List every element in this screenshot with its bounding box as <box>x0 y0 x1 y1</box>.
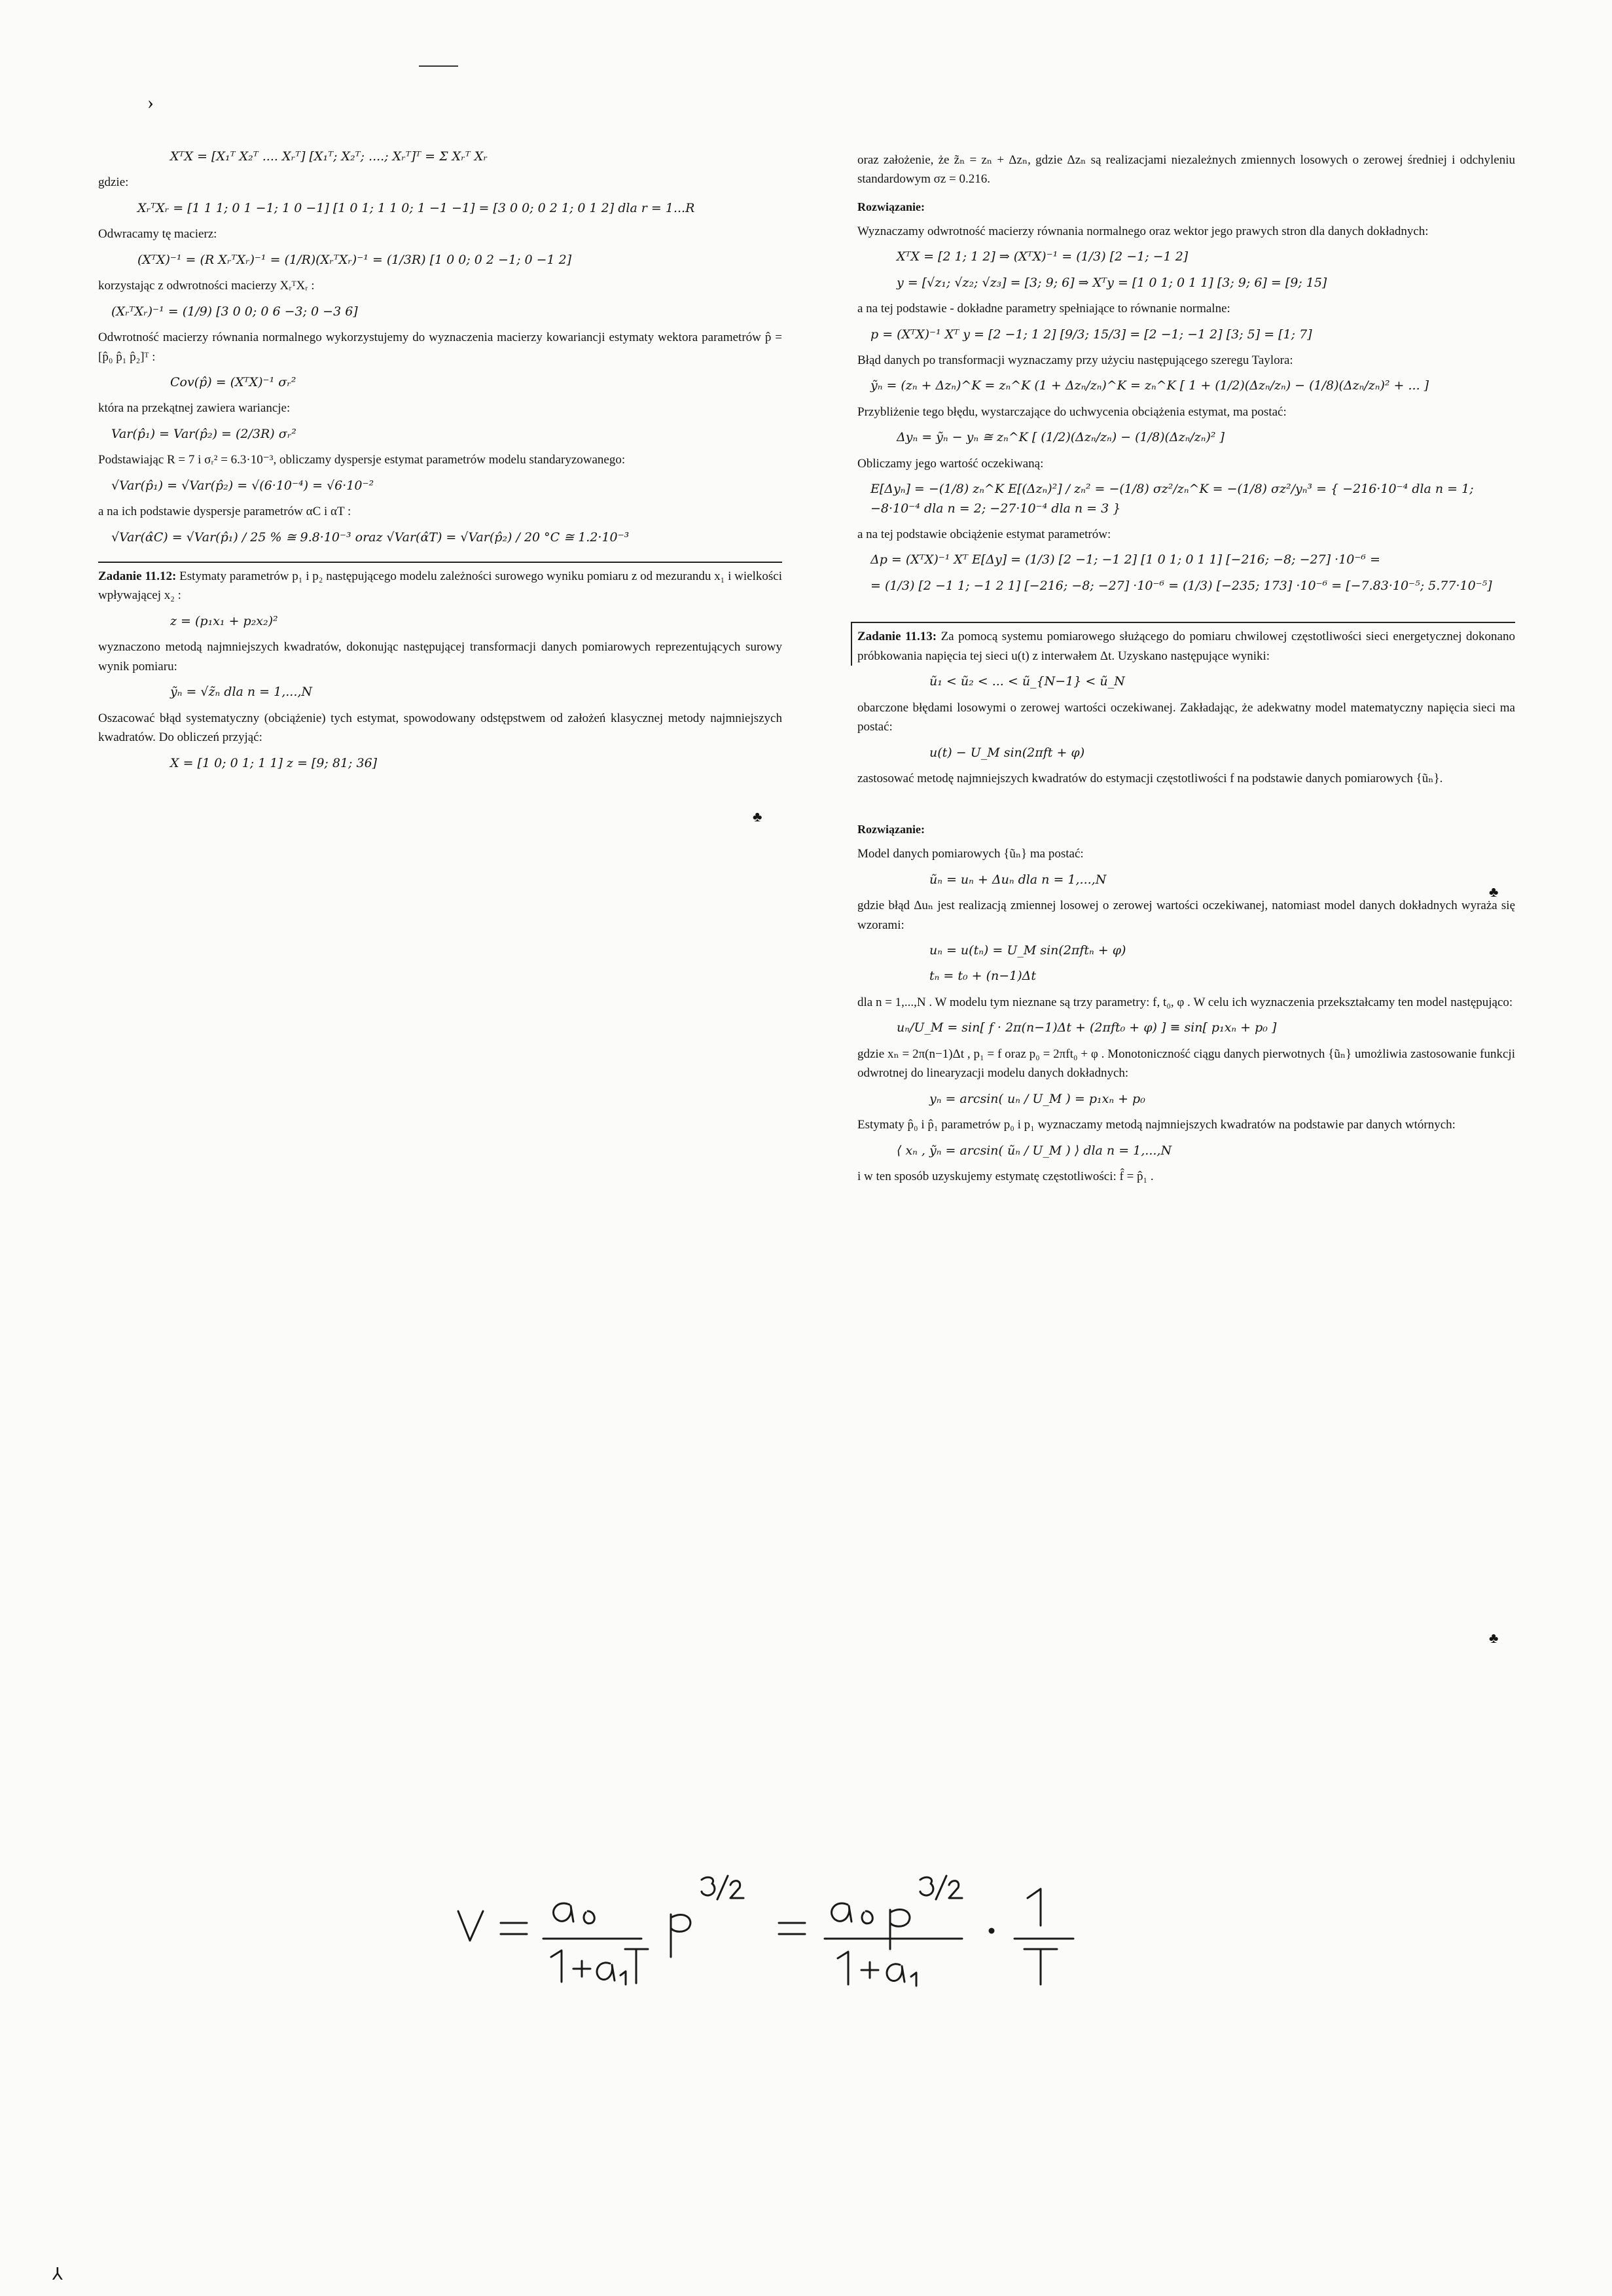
corner-mark: › <box>147 92 154 113</box>
text-a-na-tej-1: a na tej podstawie - dokładne parametry spełniające to równanie normalne: <box>857 302 1230 316</box>
task-11-13-title: Zadanie 11.13: <box>857 630 937 644</box>
text-korzystajac: korzystając z odwrotności macierzy XᵣᵀXᵣ : <box>98 279 315 293</box>
text-obarczone: obarczone błędami losowymi o zerowej wartości oczekiwanej. Zakładając, że adekwatny model matematyczny napięcia sieci ma postać: <box>857 700 1515 734</box>
end-mark-left: ♣ <box>753 808 762 825</box>
text-odwracamy: Odwracamy tę macierz: <box>98 227 217 242</box>
text-wyznaczono: wyznaczono metodą najmniejszych kwadratów, dokonując następującej transformacji danych pomiarowych reprezentujących surowy wynik pomiaru: <box>98 640 782 673</box>
label-rozwiazanie-1: Rozwiązanie: <box>857 200 925 213</box>
left-column <box>98 141 782 780</box>
eq-t: tₙ = t₀ + (n−1)Δt <box>929 969 1037 984</box>
text-a-na-tej-2: a na tej podstawie obciążenie estymat parametrów: <box>857 528 1111 542</box>
eq-dispersion: √Var(p̂₁) = √Var(p̂₂) = √(6·10⁻⁴) = √6·10⁻² <box>111 478 374 493</box>
text-gdzie-blad: gdzie błąd Δuₙ jest realizacją zmiennej losowej o zerowej wartości oczekiwanej, natomiast model danych dokładnych wyraża się wzorami: <box>857 899 1515 932</box>
eq-inverse-2: (XᵣᵀXᵣ)⁻¹ = (1/9) [3 0 0; 0 6 −3; 0 −3 6] <box>111 304 358 319</box>
eq-inverse: (XᵀX)⁻¹ = (R XᵣᵀXᵣ)⁻¹ = (1/R)(XᵣᵀXᵣ)⁻¹ = (1/3R) [1 0 0; 0 2 −1; 0 −1 2] <box>137 252 572 267</box>
eq-transform: ỹₙ = √z̃ₙ dla n = 1,...,N <box>170 685 313 700</box>
task-11-12 <box>98 562 782 605</box>
end-mark-right-2: ♣ <box>1489 1630 1499 1646</box>
eq-xtx: XᵀX = [X₁ᵀ X₂ᵀ .... Xᵣᵀ] [X₁ᵀ; X₂ᵀ; ....; Xᵣᵀ]ᵀ = Σ Xᵣᵀ Xᵣ <box>170 149 488 164</box>
text-a-na-ich: a na ich podstawie dyspersje parametrów αC i αT : <box>98 505 351 519</box>
text-dla-n: dla n = 1,...,N . W modelu tym nieznane są trzy parametry: f, t₀, φ . W celu ich wyznaczenia przekształcamy ten model następująco: <box>857 995 1513 1009</box>
text-i-w-ten: i w ten sposób uzyskujemy estymatę częstotliwości: f̂ = p̂₁ . <box>857 1169 1154 1183</box>
eq-bias-2: = (1/3) [2 −1 1; −1 2 1] [−216; −8; −27] ·10⁻⁶ = (1/3) [−235; 173] ·10⁻⁶ = [−7.83·10⁻⁵; 5.77·10⁻⁵] <box>870 578 1492 593</box>
text-model: Model danych pomiarowych {ũₙ} ma postać: <box>857 847 1084 861</box>
task-11-12-text: Estymaty parametrów p₁ i p₂ następującego modelu zależności surowego wyniku pomiaru z od mezurandu x₁ i wielkości wpływającej x₂ : <box>98 569 782 603</box>
eq-xtx-inverse: XᵀX = [2 1; 1 2] ⇒ (XᵀX)⁻¹ = (1/3) [2 −1; −1 2] <box>897 249 1189 264</box>
eq-p-vector: p = (XᵀX)⁻¹ Xᵀ y = [2 −1; 1 2] [9/3; 15/3] = [2 −1; −1 2] [3; 5] = [1; 7] <box>870 327 1312 342</box>
handwritten-formula <box>445 1865 1178 1996</box>
eq-u-model: u(t) − U_M sin(2πft + φ) <box>929 745 1085 760</box>
text-ktora: która na przekątnej zawiera wariancje: <box>98 401 291 416</box>
text-gdzie: gdzie: <box>98 175 129 190</box>
eq-model: z = (p₁x₁ + p₂x₂)² <box>170 613 278 628</box>
eq-results: ũ₁ < ũ₂ < ... < ũ_{N−1} < ũ_N <box>929 674 1125 689</box>
label-rozwiazanie-2: Rozwiązanie: <box>857 823 925 836</box>
eq-data: X = [1 0; 0 1; 1 1] z = [9; 81; 36] <box>170 755 378 770</box>
text-przyblizenie: Przybliżenie tego błędu, wystarczające do uchwycenia obciążenia estymat, ma postać: <box>857 404 1287 419</box>
text-odwrotnosc: Odwrotność macierzy równania normalnego wykorzystujemy do wyznaczenia macierzy kowariancji estymaty wektora parametrów p̂ = [p̂₀ p̂₁ p̂₂]ᵀ : <box>98 331 782 364</box>
eq-variance: Var(p̂₁) = Var(p̂₂) = (2/3R) σᵣ² <box>111 426 296 441</box>
eq-y-vector: y = [√z₁; √z₂; √z₃] = [3; 9; 6] ⇒ Xᵀy = [1 0 1; 0 1 1] [3; 9; 6] = [9; 15] <box>897 275 1327 290</box>
text-blad: Błąd danych po transformacji wyznaczamy przy użyciu następującego szeregu Taylora: <box>857 353 1293 367</box>
eq-taylor: ỹₙ = (zₙ + Δzₙ)^K = zₙ^K (1 + Δzₙ/zₙ)^K = zₙ^K [ 1 + (1/2)(Δzₙ/zₙ) − (1/8)(Δzₙ/zₙ)² + ... ] <box>870 378 1429 393</box>
eq-covariance: Cov(p̂) = (XᵀX)⁻¹ σᵣ² <box>170 374 296 389</box>
text-zastosowac: zastosować metodę najmniejszych kwadratów do estymacji częstotliwości f na podstawie danych pomiarowych {ũₙ}. <box>857 771 1443 785</box>
eq-y2: yₙ = arcsin( uₙ / U_M ) = p₁xₙ + p₀ <box>929 1091 1145 1106</box>
handwritten-formula-drawing <box>445 1865 1178 1996</box>
text-gdzie-x: gdzie xₙ = 2π(n−1)Δt , p₁ = f oraz p₀ = 2πft₀ + φ . Monotoniczność ciągu danych pierwotnych {ũₙ} umożliwia zastosowanie funkcji odwrotnej do linearyzacji modelu danych dokładnych: <box>857 1047 1515 1081</box>
task-11-13 <box>851 622 1515 666</box>
task-11-13-text: Za pomocą systemu pomiarowego służącego do pomiaru chwilowej częstotliwości sieci energetycznej dokonano próbkowania napięcia tej sieci u(t) z interwałem Δt. Uzyskano następujące wyniki: <box>857 630 1515 663</box>
eq-expectation: E[Δyₙ] = −(1/8) zₙ^K E[(Δzₙ)²] / zₙ² = −(1/8) σz²/zₙ^K = −(1/8) σz²/yₙ³ = { −216·10⁻⁴ dla n = 1; −8·10⁻⁴ dla n = 2; −27·10⁻⁴ dla n = 3 } <box>870 482 1474 516</box>
text-oszacowac: Oszacować błąd systematyczny (obciążenie) tych estymat, spowodowany odstępstwem od założeń klasycznej metody najmniejszych kwadratów. Do obliczeń przyjąć: <box>98 711 782 745</box>
end-mark-right-1: ♣ <box>1489 884 1499 900</box>
text-estymaty: Estymaty p̂₀ i p̂₁ parametrów p₀ i p₁ wyznaczamy metodą najmniejszych kwadratów na podstawie par danych wtórnych: <box>857 1118 1456 1132</box>
eq-xrxr: XᵣᵀXᵣ = [1 1 1; 0 1 −1; 1 0 −1] [1 0 1; 1 1 0; 1 −1 −1] = [3 0 0; 0 2 1; 0 1 2] dla r = 1...R <box>137 200 695 215</box>
eq-un: ũₙ = uₙ + Δuₙ dla n = 1,...,N <box>929 872 1107 887</box>
text-wyznaczamy: Wyznaczamy odwrotność macierzy równania normalnego oraz wektor jego prawych stron dla danych dokładnych: <box>857 224 1429 238</box>
task-11-12-title: Zadanie 11.12: <box>98 569 177 583</box>
text-oraz: oraz założenie, że z̃ₙ = zₙ + Δzₙ, gdzie Δzₙ są realizacjami niezależnych zmiennych losowych o zerowej średniej i odchyleniu standardowym σz = 0.216. <box>857 153 1515 187</box>
margin-mark: ⅄ <box>52 2265 63 2284</box>
right-column <box>857 151 1515 1190</box>
text-podstawiajac: Podstawiając R = 7 i σᵣ² = 6.3·10⁻³, obliczamy dyspersje estymat parametrów modelu standaryzowanego: <box>98 453 626 467</box>
eq-transformation: uₙ/U_M = sin[ f · 2π(n−1)Δt + (2πft₀ + φ) ] ≡ sin[ p₁xₙ + p₀ ] <box>897 1020 1277 1035</box>
eq-alpha: √Var(α̂C) = √Var(p̂₁) / 25 % ≅ 9.8·10⁻³ oraz √Var(α̂T) = √Var(p̂₂) / 20 °C ≅ 1.2·10⁻³ <box>111 529 630 545</box>
top-rule <box>419 65 458 67</box>
eq-delta-y: Δyₙ = ỹₙ − yₙ ≅ zₙ^K [ (1/2)(Δzₙ/zₙ) − (1/8)(Δzₙ/zₙ)² ] <box>897 430 1225 445</box>
text-obliczamy: Obliczamy jego wartość oczekiwaną: <box>857 456 1044 471</box>
eq-pairs: ⟨ xₙ , ỹₙ = arcsin( ũₙ / U_M ) ⟩ dla n = 1,...,N <box>897 1143 1172 1158</box>
eq-bias-1: Δp = (XᵀX)⁻¹ Xᵀ E[Δy] = (1/3) [2 −1; −1 2] [1 0 1; 0 1 1] [−216; −8; −27] ·10⁻⁶ = <box>870 552 1380 567</box>
eq-u1: uₙ = u(tₙ) = U_M sin(2πftₙ + φ) <box>929 943 1126 958</box>
